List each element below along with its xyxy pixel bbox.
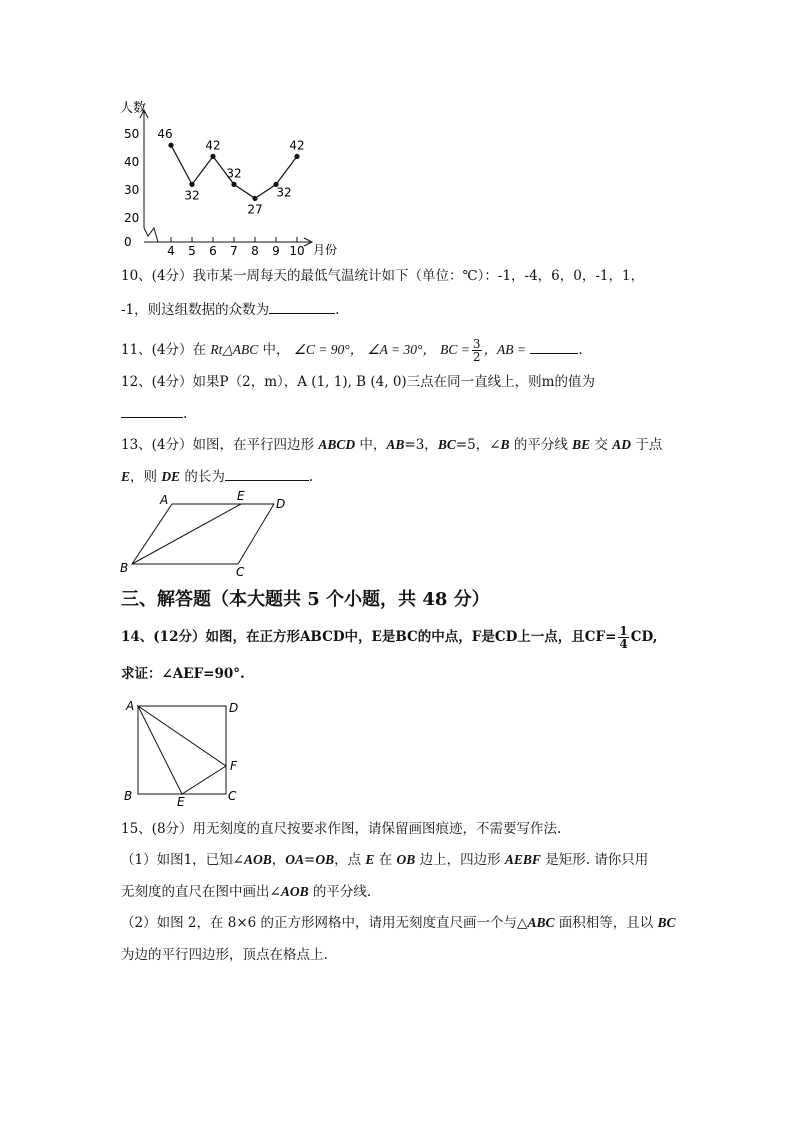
- q15-line1: 15、(8分）用无刻度的直尺按要求作图，请保留画图痕迹，不需要写作法.: [121, 821, 562, 837]
- q13-de: DE: [161, 469, 181, 484]
- q14-frac-den: 4: [619, 637, 628, 651]
- q13-ad: AD: [612, 437, 632, 452]
- label-b: B: [124, 789, 133, 803]
- q12-end: .: [183, 406, 188, 422]
- q11-frac-num: 3: [472, 337, 481, 351]
- temperature-line-chart: [110, 96, 350, 264]
- q15-p1-line2: [121, 883, 371, 901]
- q10-line2: [121, 301, 339, 319]
- label-c: C: [228, 789, 237, 803]
- segment-be: [132, 504, 241, 564]
- q13-t1: 13、(4分）如图，在平行四边形: [121, 437, 319, 453]
- q11-angle-c: ∠C = 90°，: [293, 342, 364, 357]
- q13-line1: [121, 436, 662, 454]
- parallelogram-figure: [112, 490, 302, 578]
- square-figure: [120, 696, 250, 808]
- q14-frac-num: 1: [619, 624, 628, 638]
- data-label: 42: [205, 138, 221, 153]
- q13-answer-blank[interactable]: [225, 468, 309, 481]
- q12-line2: [121, 405, 187, 423]
- q11-line: [121, 336, 583, 364]
- q13-t4: =5，∠: [455, 437, 501, 453]
- q13-bc: BC: [437, 437, 456, 452]
- square-abcd: [138, 706, 226, 794]
- q13-t9: 的长为: [180, 469, 225, 485]
- label-b: B: [120, 561, 129, 575]
- q12-answer-blank[interactable]: [121, 405, 183, 418]
- data-point: [294, 154, 299, 159]
- x-tick-label: 6: [209, 244, 217, 258]
- data-label: 42: [289, 138, 305, 153]
- q11-frac-den: 2: [472, 350, 481, 364]
- axis-break: [144, 228, 158, 242]
- y-tick-label: 20: [124, 211, 140, 225]
- data-label: 46: [157, 127, 173, 142]
- q13-line2: [121, 468, 313, 486]
- q12-line1: 12、(4分）如果P（2，m），A (1, 1), B (4, 0)三点在同一直线上，则m的值为: [121, 374, 595, 390]
- data-point: [252, 196, 257, 201]
- label-c: C: [236, 565, 245, 578]
- chart-ylabel: 人数: [120, 101, 147, 116]
- label-e: E: [177, 795, 185, 808]
- data-point: [189, 182, 194, 187]
- data-labels: [157, 127, 304, 216]
- q15-t8: 无刻度的直尺在图中画出∠: [121, 884, 281, 900]
- q13-t2: 中，: [355, 437, 387, 453]
- q15-aob2: AOB: [280, 884, 309, 899]
- q14-fraction: [618, 625, 628, 650]
- y-tick-label: 30: [124, 183, 140, 197]
- data-point: [210, 154, 215, 159]
- parallelogram-abcd: [132, 504, 274, 564]
- q13-t6: 交: [590, 437, 613, 453]
- y-tick-label: 50: [124, 127, 140, 141]
- q15-t11: 面积相等，且以: [554, 915, 658, 931]
- q15-e: E: [365, 852, 375, 867]
- q13-t5: 的平分线: [509, 437, 573, 453]
- q11-angle-a: ∠A = 30°，: [367, 342, 436, 357]
- x-tick-label: 5: [188, 244, 196, 258]
- x-ticks: [167, 237, 304, 258]
- q13-abcd: ABCD: [318, 437, 356, 452]
- q13-b: B: [500, 437, 510, 452]
- q15-t5: 在: [374, 852, 397, 868]
- q11-mid: 中，: [258, 342, 290, 358]
- y-ticks: [124, 127, 139, 249]
- label-f: F: [230, 759, 237, 773]
- q11-end: .: [578, 342, 583, 358]
- q13-end: .: [308, 469, 314, 485]
- q11-fraction: [472, 338, 482, 363]
- q15-t9: 的平分线.: [308, 884, 372, 900]
- q15-t2: ，: [271, 852, 286, 868]
- q14-line1: [121, 622, 657, 652]
- x-tick-label: 10: [289, 244, 305, 258]
- q11-answer-blank[interactable]: [530, 341, 578, 354]
- label-e: E: [237, 490, 245, 503]
- q15-t6: 边上，四边形: [415, 852, 505, 868]
- q13-t3: =3，: [404, 437, 438, 453]
- q15-oa: OA: [285, 852, 305, 867]
- q15-aebf: AEBF: [504, 852, 541, 867]
- q10-text: -1，则这组数据的众数为: [121, 302, 270, 318]
- data-label: 32: [276, 185, 292, 200]
- q15-ob: OB: [315, 852, 335, 867]
- q15-t7: 是矩形. 请你只用: [540, 852, 649, 868]
- q14-cd: CD,: [630, 629, 658, 645]
- q11-prefix: 11、(4分）在: [121, 342, 207, 358]
- q13-t7: 于点: [631, 437, 663, 453]
- y-tick-label: 0: [124, 235, 132, 249]
- q15-t10: （2）如图 2，在 8×6 的正方形网格中，请用无刻度直尺画一个与△: [121, 915, 528, 931]
- x-tick-label: 7: [230, 244, 238, 258]
- label-d: D: [229, 701, 239, 715]
- chart-xlabel: 月份: [313, 243, 338, 257]
- q10-end: .: [335, 302, 340, 318]
- q13-t8: ，则: [130, 469, 162, 485]
- q15-t4: ，点: [334, 852, 366, 868]
- q15-abc: ABC: [527, 915, 555, 930]
- q13-e: E: [121, 469, 131, 484]
- q15-t1: （1）如图1，已知∠: [121, 852, 244, 868]
- data-point: [168, 143, 173, 148]
- q15-p1-line1: [121, 851, 648, 869]
- q11-triangle: Rt△ABC: [210, 342, 259, 357]
- label-d: D: [276, 497, 286, 511]
- q15-aob: AOB: [244, 852, 272, 867]
- x-tick-label: 8: [251, 244, 259, 258]
- q13-be: BE: [572, 437, 591, 452]
- q14-text: 14、(12分）如图，在正方形ABCD中，E是BC的中点，F是CD上一点，且CF=: [121, 629, 617, 645]
- data-label: 32: [226, 166, 242, 181]
- q14-line2: 求证：∠AEF=90°.: [121, 666, 245, 682]
- data-label: 27: [247, 202, 263, 217]
- q15-ob2: OB: [396, 852, 416, 867]
- triangle-aef: [138, 706, 226, 794]
- data-point: [231, 182, 236, 187]
- data-label: 32: [184, 188, 200, 203]
- section-3-title: 三、解答题（本大题共 5 个小题，共 48 分）: [121, 589, 490, 610]
- x-tick-label: 9: [272, 244, 280, 258]
- q15-t3: =: [304, 852, 316, 868]
- y-tick-label: 40: [124, 155, 140, 169]
- x-tick-label: 4: [167, 244, 175, 258]
- label-a: A: [126, 699, 135, 713]
- q15-p2-line1: [121, 914, 676, 932]
- label-a: A: [160, 493, 169, 507]
- q13-ab: AB: [386, 437, 405, 452]
- q10-answer-blank[interactable]: [269, 301, 335, 314]
- q15-p2-line2: 为边的平行四边形，顶点在格点上.: [121, 947, 328, 963]
- q10-line1: 10、(4分）我市某一周每天的最低气温统计如下（单位：℃）：-1，-4，6，0，-1，1，: [121, 268, 645, 284]
- q11-bc: BC =: [440, 342, 470, 357]
- q15-bc: BC: [657, 915, 676, 930]
- q11-ab: ，AB =: [483, 342, 527, 357]
